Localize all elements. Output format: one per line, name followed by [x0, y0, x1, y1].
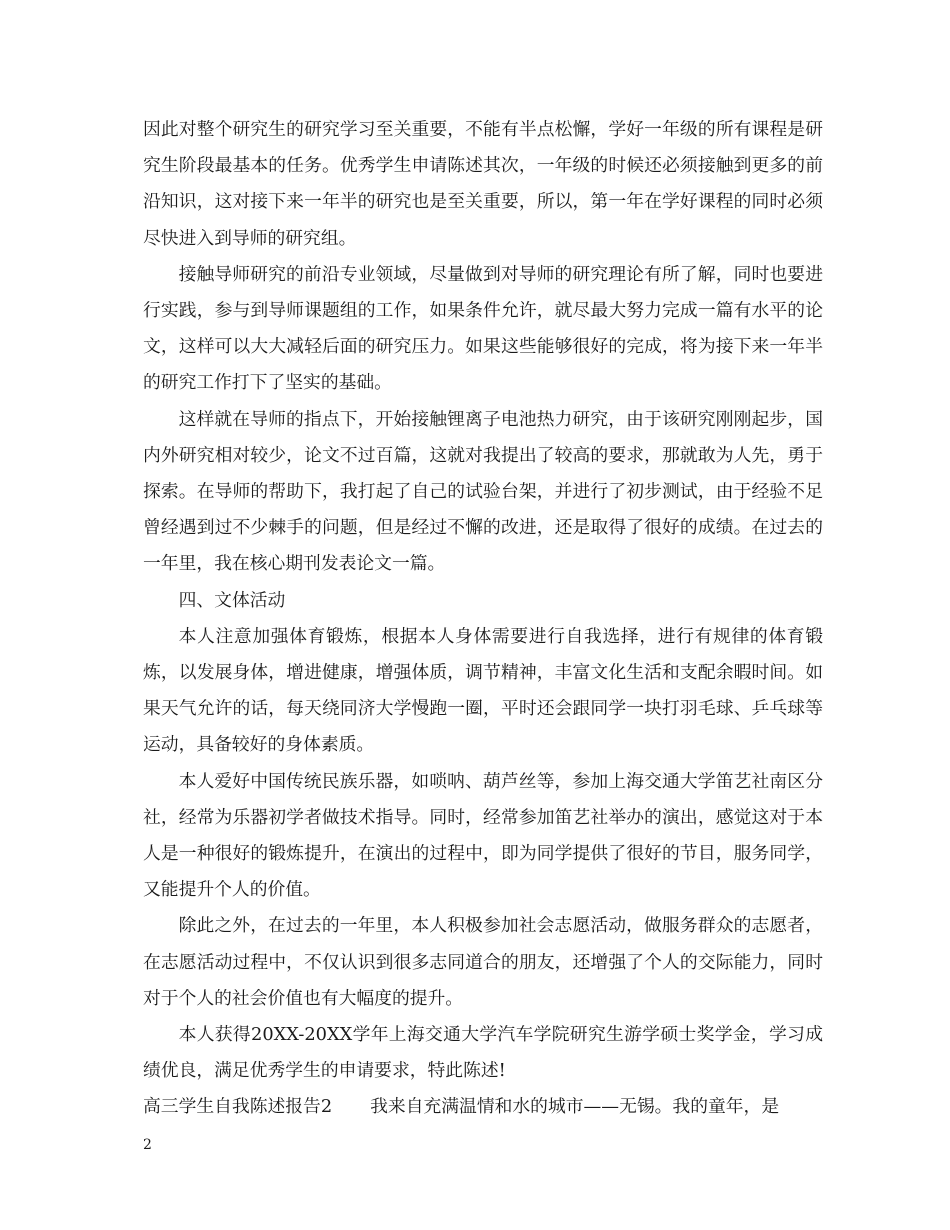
report-title: 高三学生自我陈述报告2: [143, 1096, 333, 1118]
document-body: [143, 112, 823, 1126]
paragraph: 本人获得20XX-20XX学年上海交通大学汽车学院研究生游学硕士奖学金，学习成绩优良，满足优秀学生的申请要求，特此陈述!: [143, 1024, 823, 1082]
page-number: 2: [143, 1137, 152, 1153]
section-heading: 四、文体活动: [178, 589, 286, 611]
closing-line: [143, 1089, 823, 1125]
paragraph: 本人爱好中国传统民族乐器，如唢呐、葫芦丝等，参加上海交通大学笛艺社南区分社，经常为乐器初学者做技术指导。同时，经常参加笛艺社举办的演出，感觉这对于本人是一种很好的锻炼提升，在演出的过程中，即为同学提供了很好的节目，服务同学，又能提升个人的价值。: [143, 770, 823, 901]
paragraph: 除此之外，在过去的一年里，本人积极参加社会志愿活动，做服务群众的志愿者，在志愿活动过程中，不仅认识到很多志同道合的朋友，还增强了个人的交际能力，同时对于个人的社会价值也有大幅度的提升。: [143, 915, 823, 1009]
paragraph: 本人注意加强体育锻炼，根据本人身体需要进行自我选择，进行有规律的体育锻炼，以发展身体，增进健康，增强体质，调节精神，丰富文化生活和支配余暇时间。如果天气允许的话，每天绕同济大学慢跑一圈，平时还会跟同学一块打羽毛球、乒乓球等运动，具备较好的身体素质。: [143, 625, 823, 756]
report-opening-text: 我来自充满温情和水的城市——无锡。我的童年，是: [370, 1096, 780, 1118]
paragraph: 接触导师研究的前沿专业领域，尽量做到对导师的研究理论有所了解，同时也要进行实践，参与到导师课题组的工作，如果条件允许，就尽最大努力完成一篇有水平的论文，这样可以大大减轻后面的研究压力。如果这些能够很好的完成，将为接下来一年半的研究工作打下了坚实的基础。: [143, 263, 823, 394]
paragraph: 这样就在导师的指点下，开始接触锂离子电池热力研究，由于该研究刚刚起步，国内外研究相对较少，论文不过百篇，这就对我提出了较高的要求，那就敢为人先，勇于探索。在导师的帮助下，我打起了自己的试验台架，并进行了初步测试，由于经验不足曾经遇到过不少棘手的问题，但是经过不懈的改进，还是取得了很好的成绩。在过去的一年里，我在核心期刊发表论文一篇。: [143, 408, 823, 575]
paragraph: 因此对整个研究生的研究学习至关重要，不能有半点松懈，学好一年级的所有课程是研究生阶段最基本的任务。优秀学生申请陈述其次，一年级的时候还必须接触到更多的前沿知识，这对接下来一年半的研究也是至关重要，所以，第一年在学好课程的同时必须尽快进入到导师的研究组。: [143, 119, 823, 249]
